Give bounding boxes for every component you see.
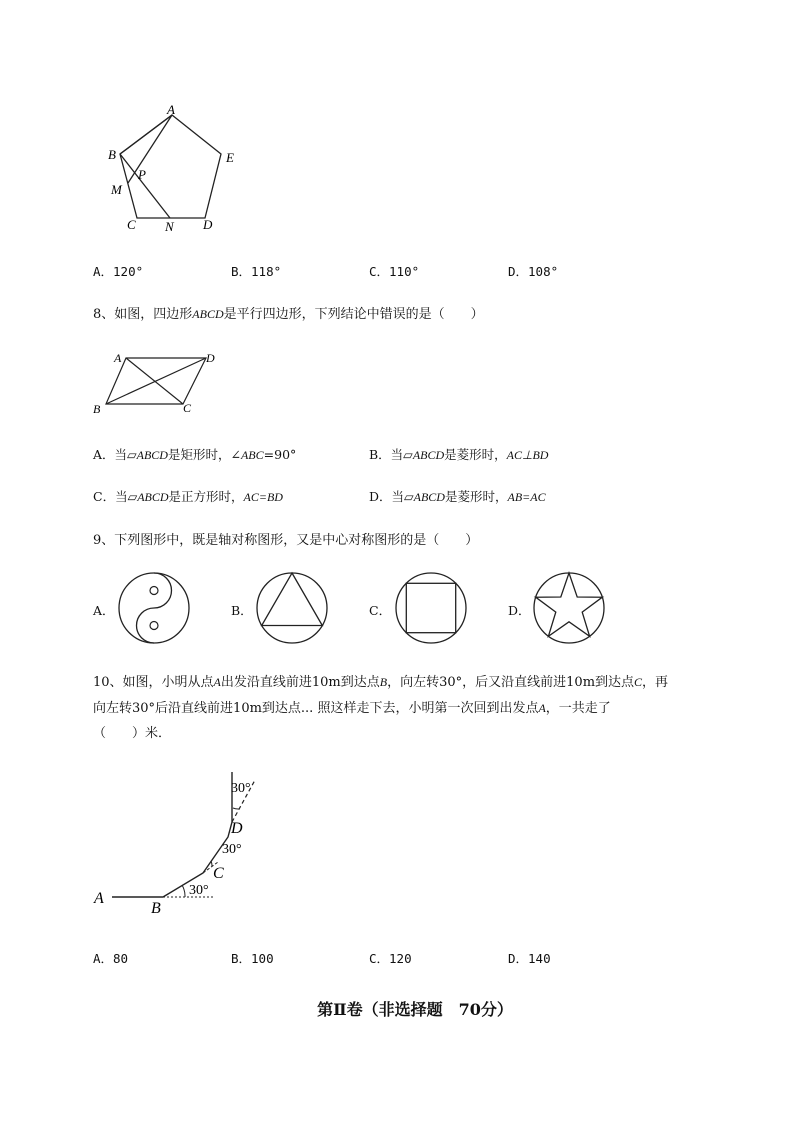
walking-path-figure bbox=[90, 770, 280, 920]
q7-option-c[interactable]: C．110° bbox=[369, 264, 420, 279]
parallelogram-figure bbox=[88, 345, 228, 420]
label-b: B bbox=[151, 900, 161, 917]
q8-option-c[interactable]: C．当▱ABCD是正方形时，AC=BD bbox=[93, 489, 283, 504]
q7-option-b[interactable]: B．118° bbox=[231, 264, 282, 279]
q9-option-d[interactable]: D． bbox=[508, 603, 531, 618]
angle-label-c: 30° bbox=[222, 842, 242, 857]
label-d: D bbox=[231, 820, 243, 837]
label-b: B bbox=[108, 147, 116, 162]
pentagon-shape bbox=[120, 115, 221, 218]
label-a: A bbox=[167, 102, 175, 117]
section-title: 第Ⅱ卷（非选择题 70分） bbox=[317, 1000, 513, 1019]
pentagon-figure bbox=[100, 100, 250, 240]
q9-option-b[interactable]: B． bbox=[231, 603, 253, 618]
label-n: N bbox=[165, 219, 174, 234]
q10-question-line1: 10、如图，小明从点A出发沿直线前进10m到达点B，向左转30°，后又沿直线前进10m到达点C，再 bbox=[93, 675, 669, 690]
q10-question-line2: 向左转30°后沿直线前进10m到达点... 照这样走下去，小明第一次回到出发点A，一共走了 bbox=[93, 701, 611, 716]
label-b: B bbox=[93, 402, 101, 416]
q7-option-d[interactable]: D．108° bbox=[508, 264, 559, 279]
yin-yang-icon[interactable] bbox=[117, 571, 191, 645]
q8-option-a[interactable]: A．当▱ABCD是矩形时，∠ABC=90° bbox=[93, 447, 297, 462]
label-e: E bbox=[226, 150, 234, 165]
angle-label-d: 30° bbox=[231, 781, 251, 796]
q10-question-line3: （ ）米． bbox=[93, 726, 172, 741]
segment-bn bbox=[120, 154, 170, 218]
star-in-circle-icon[interactable] bbox=[532, 571, 606, 645]
q8-question: 8、如图，四边形ABCD是平行四边形，下列结论中错误的是（ ） bbox=[93, 307, 484, 322]
label-c: C bbox=[183, 401, 192, 415]
q9-option-a[interactable]: A． bbox=[93, 603, 115, 618]
label-c: C bbox=[127, 217, 136, 232]
angle-label-b: 30° bbox=[189, 883, 209, 898]
q9-option-c[interactable]: C． bbox=[369, 603, 392, 618]
square-in-circle-icon[interactable] bbox=[394, 571, 468, 645]
q9-question: 9、下列图形中，既是轴对称图形，又是中心对称图形的是（ ） bbox=[93, 533, 479, 548]
q10-option-a[interactable]: A．80 bbox=[93, 951, 129, 966]
q10-option-b[interactable]: B．100 bbox=[231, 951, 274, 966]
q10-option-d[interactable]: D．140 bbox=[508, 951, 551, 966]
q8-option-b[interactable]: B．当▱ABCD是菱形时，AC⊥BD bbox=[369, 447, 549, 462]
label-a: A bbox=[94, 890, 104, 907]
label-c: C bbox=[213, 865, 224, 882]
q7-option-a[interactable]: A．120° bbox=[93, 264, 144, 279]
label-d: D bbox=[203, 217, 213, 232]
label-a: A bbox=[114, 351, 122, 365]
label-p: P bbox=[138, 167, 146, 182]
q8-option-d[interactable]: D．当▱ABCD是菱形时，AB=AC bbox=[369, 489, 546, 504]
triangle-in-circle-icon[interactable] bbox=[255, 571, 329, 645]
label-d: D bbox=[206, 351, 215, 365]
label-m: M bbox=[111, 182, 122, 197]
q10-option-c[interactable]: C．120 bbox=[369, 951, 412, 966]
